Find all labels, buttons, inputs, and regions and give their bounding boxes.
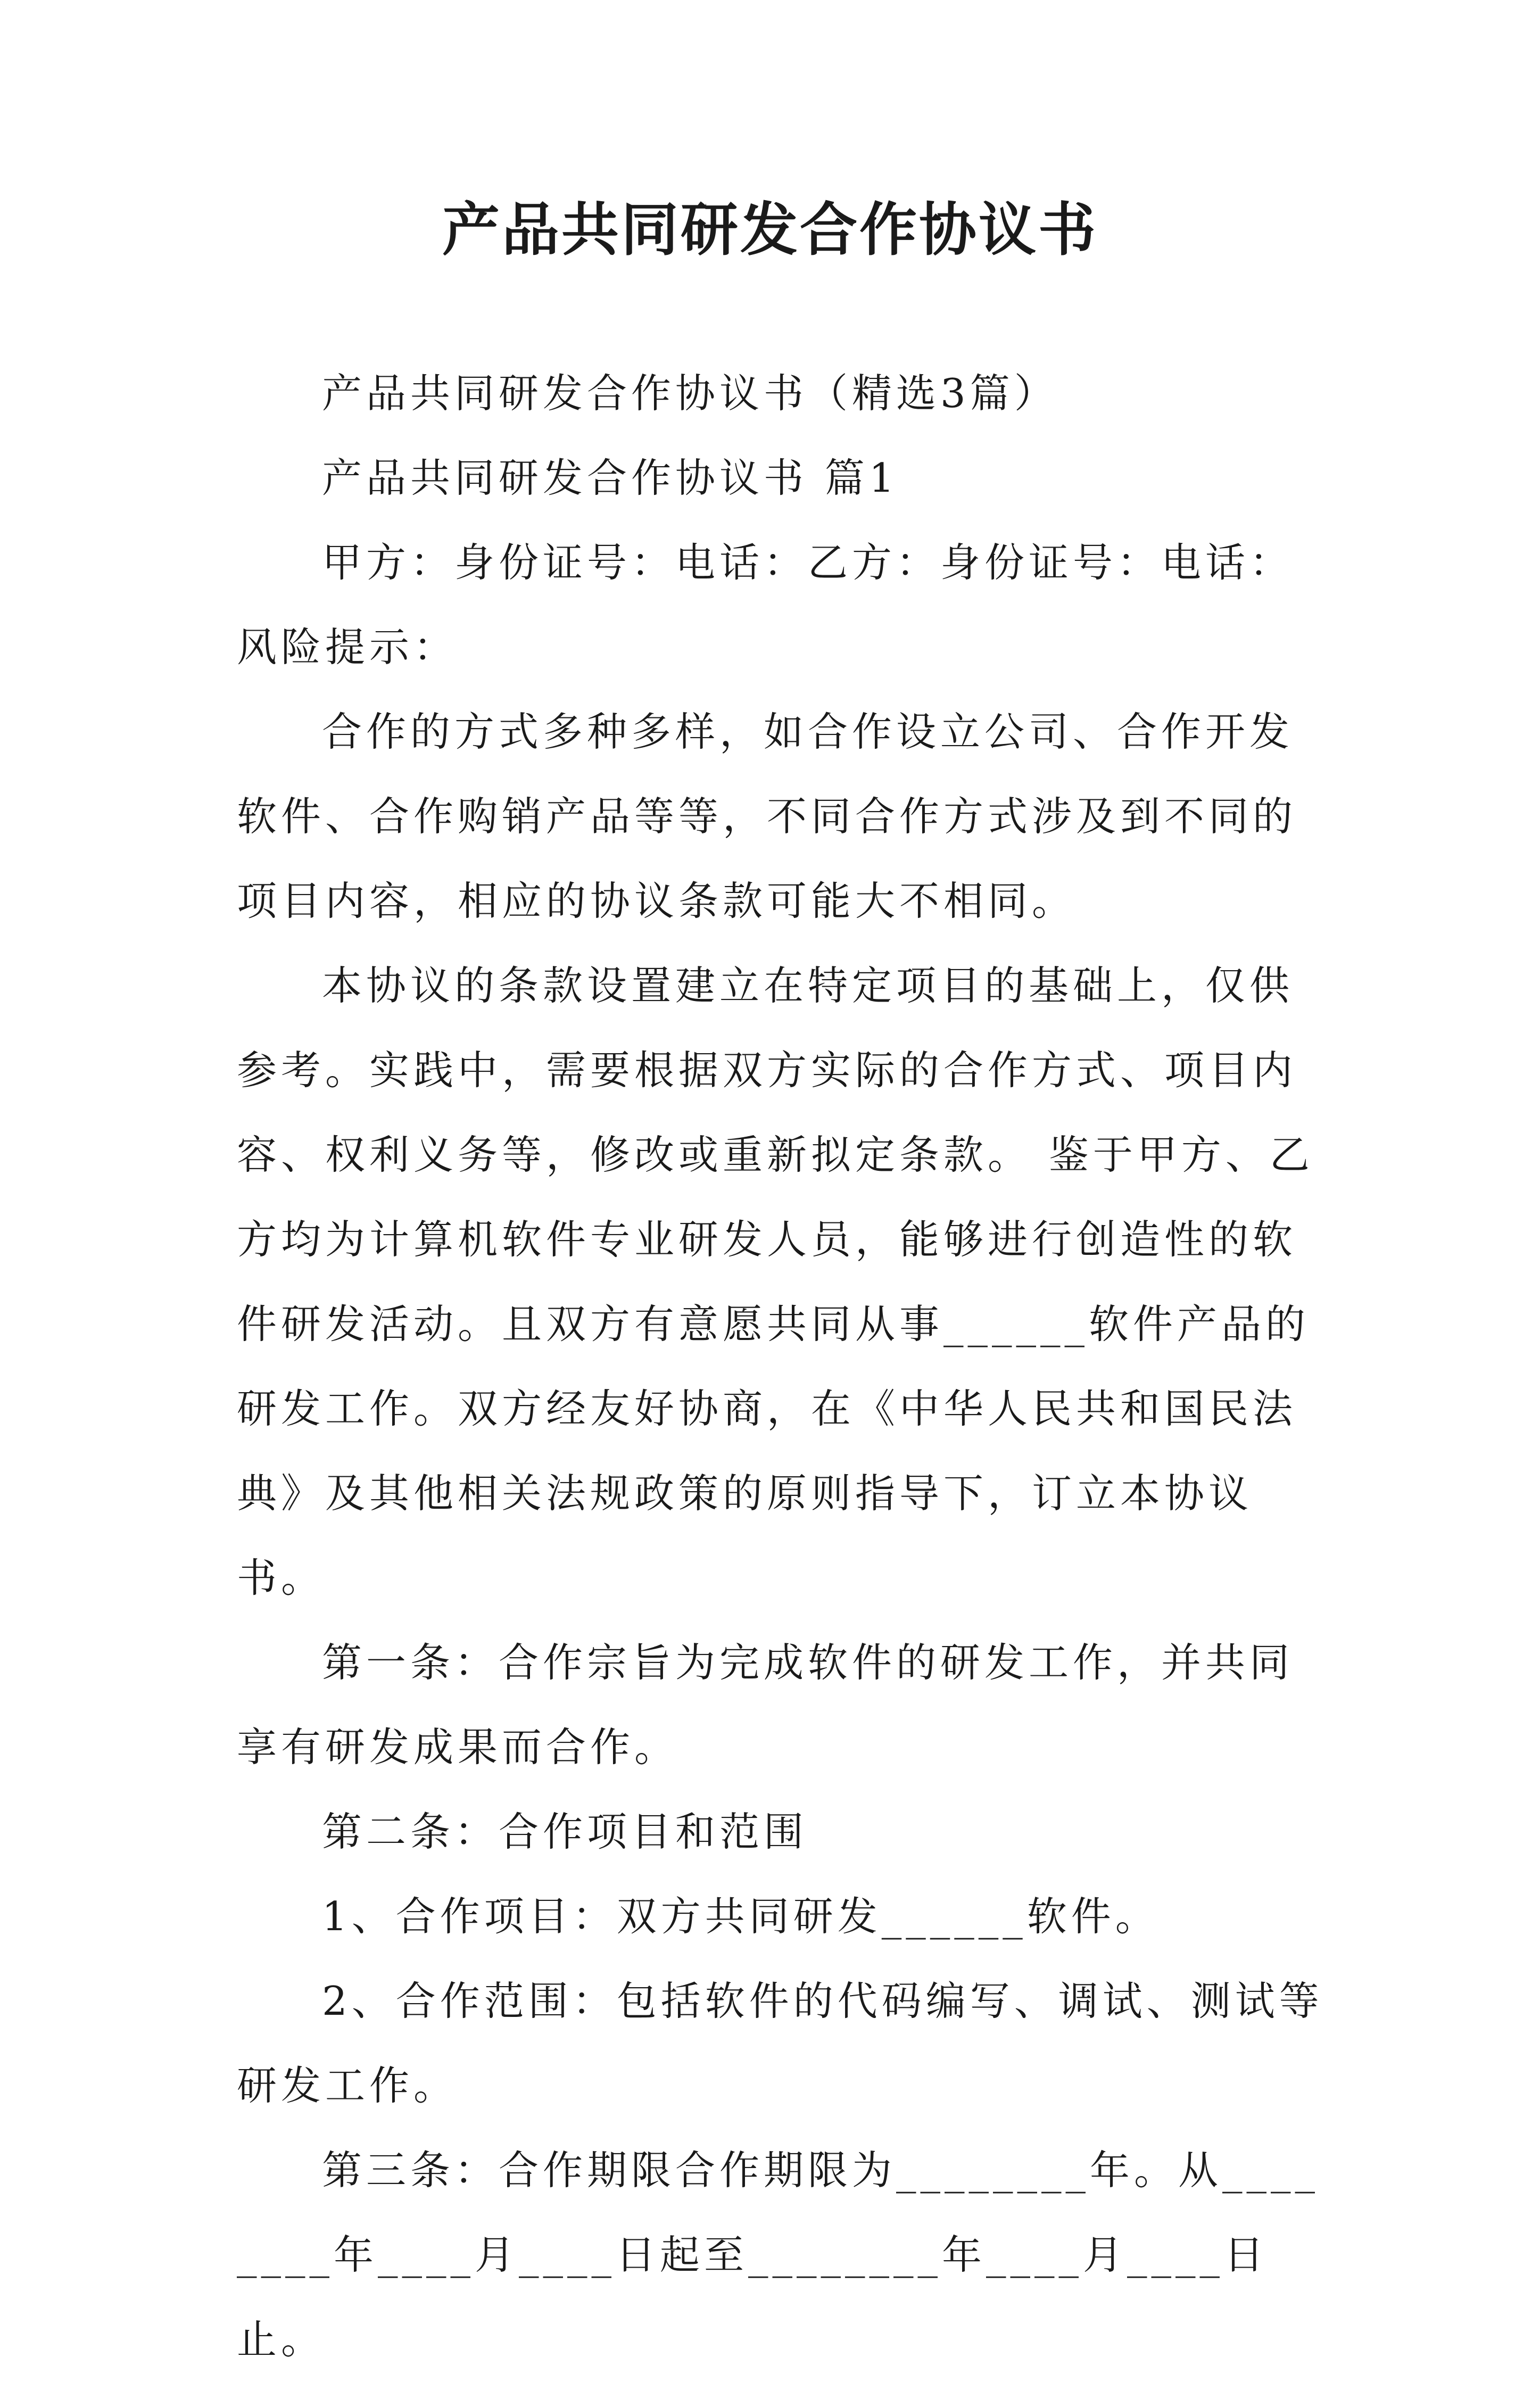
document-title: 产品共同研发合作协议书 bbox=[442, 196, 1098, 263]
document-body bbox=[237, 351, 1328, 2382]
paragraph-section-heading: 产品共同研发合作协议书 篇1 bbox=[322, 454, 899, 501]
paragraph-parties: 甲方：身份证号：电话：乙方：身份证号：电话：风险提示： bbox=[237, 539, 1294, 671]
paragraph-article-3: 第三条：合作期限合作期限为________年。从________年____月____日起至________年____月____日止。 bbox=[237, 2147, 1320, 2363]
paragraph-article-2: 第二条：合作项目和范围 bbox=[322, 1808, 808, 1855]
paragraph-cooperation-methods: 合作的方式多种多样，如合作设立公司、合作开发软件、合作购销产品等等，不同合作方式涉及到不同的项目内容，相应的协议条款可能大不相同。 bbox=[237, 708, 1297, 924]
paragraph-article-1: 第一条：合作宗旨为完成软件的研发工作，并共同享有研发成果而合作。 bbox=[237, 1639, 1294, 1771]
paragraph-subtitle: 产品共同研发合作协议书（精选3篇） bbox=[322, 370, 1058, 417]
paragraph-recitals: 本协议的条款设置建立在特定项目的基础上，仅供参考。实践中，需要根据双方实际的合作方式、项目内容、权利义务等，修改或重新拟定条款。 鉴于甲方、乙方均为计算机软件专业研发人员，能够进行创造性的软件研发活动。且双方有意愿共同从事______软件产品的研发工作。双方经友好协商，在《中华人民共和国民法典》及其他相关法规政策的原则指导下，订立本协议书。 bbox=[237, 962, 1314, 1601]
paragraph-project: 1、合作项目：双方共同研发______软件。 bbox=[322, 1893, 1160, 1940]
paragraph-scope: 2、合作范围：包括软件的代码编写、调试、测试等研发工作。 bbox=[237, 1978, 1323, 2109]
